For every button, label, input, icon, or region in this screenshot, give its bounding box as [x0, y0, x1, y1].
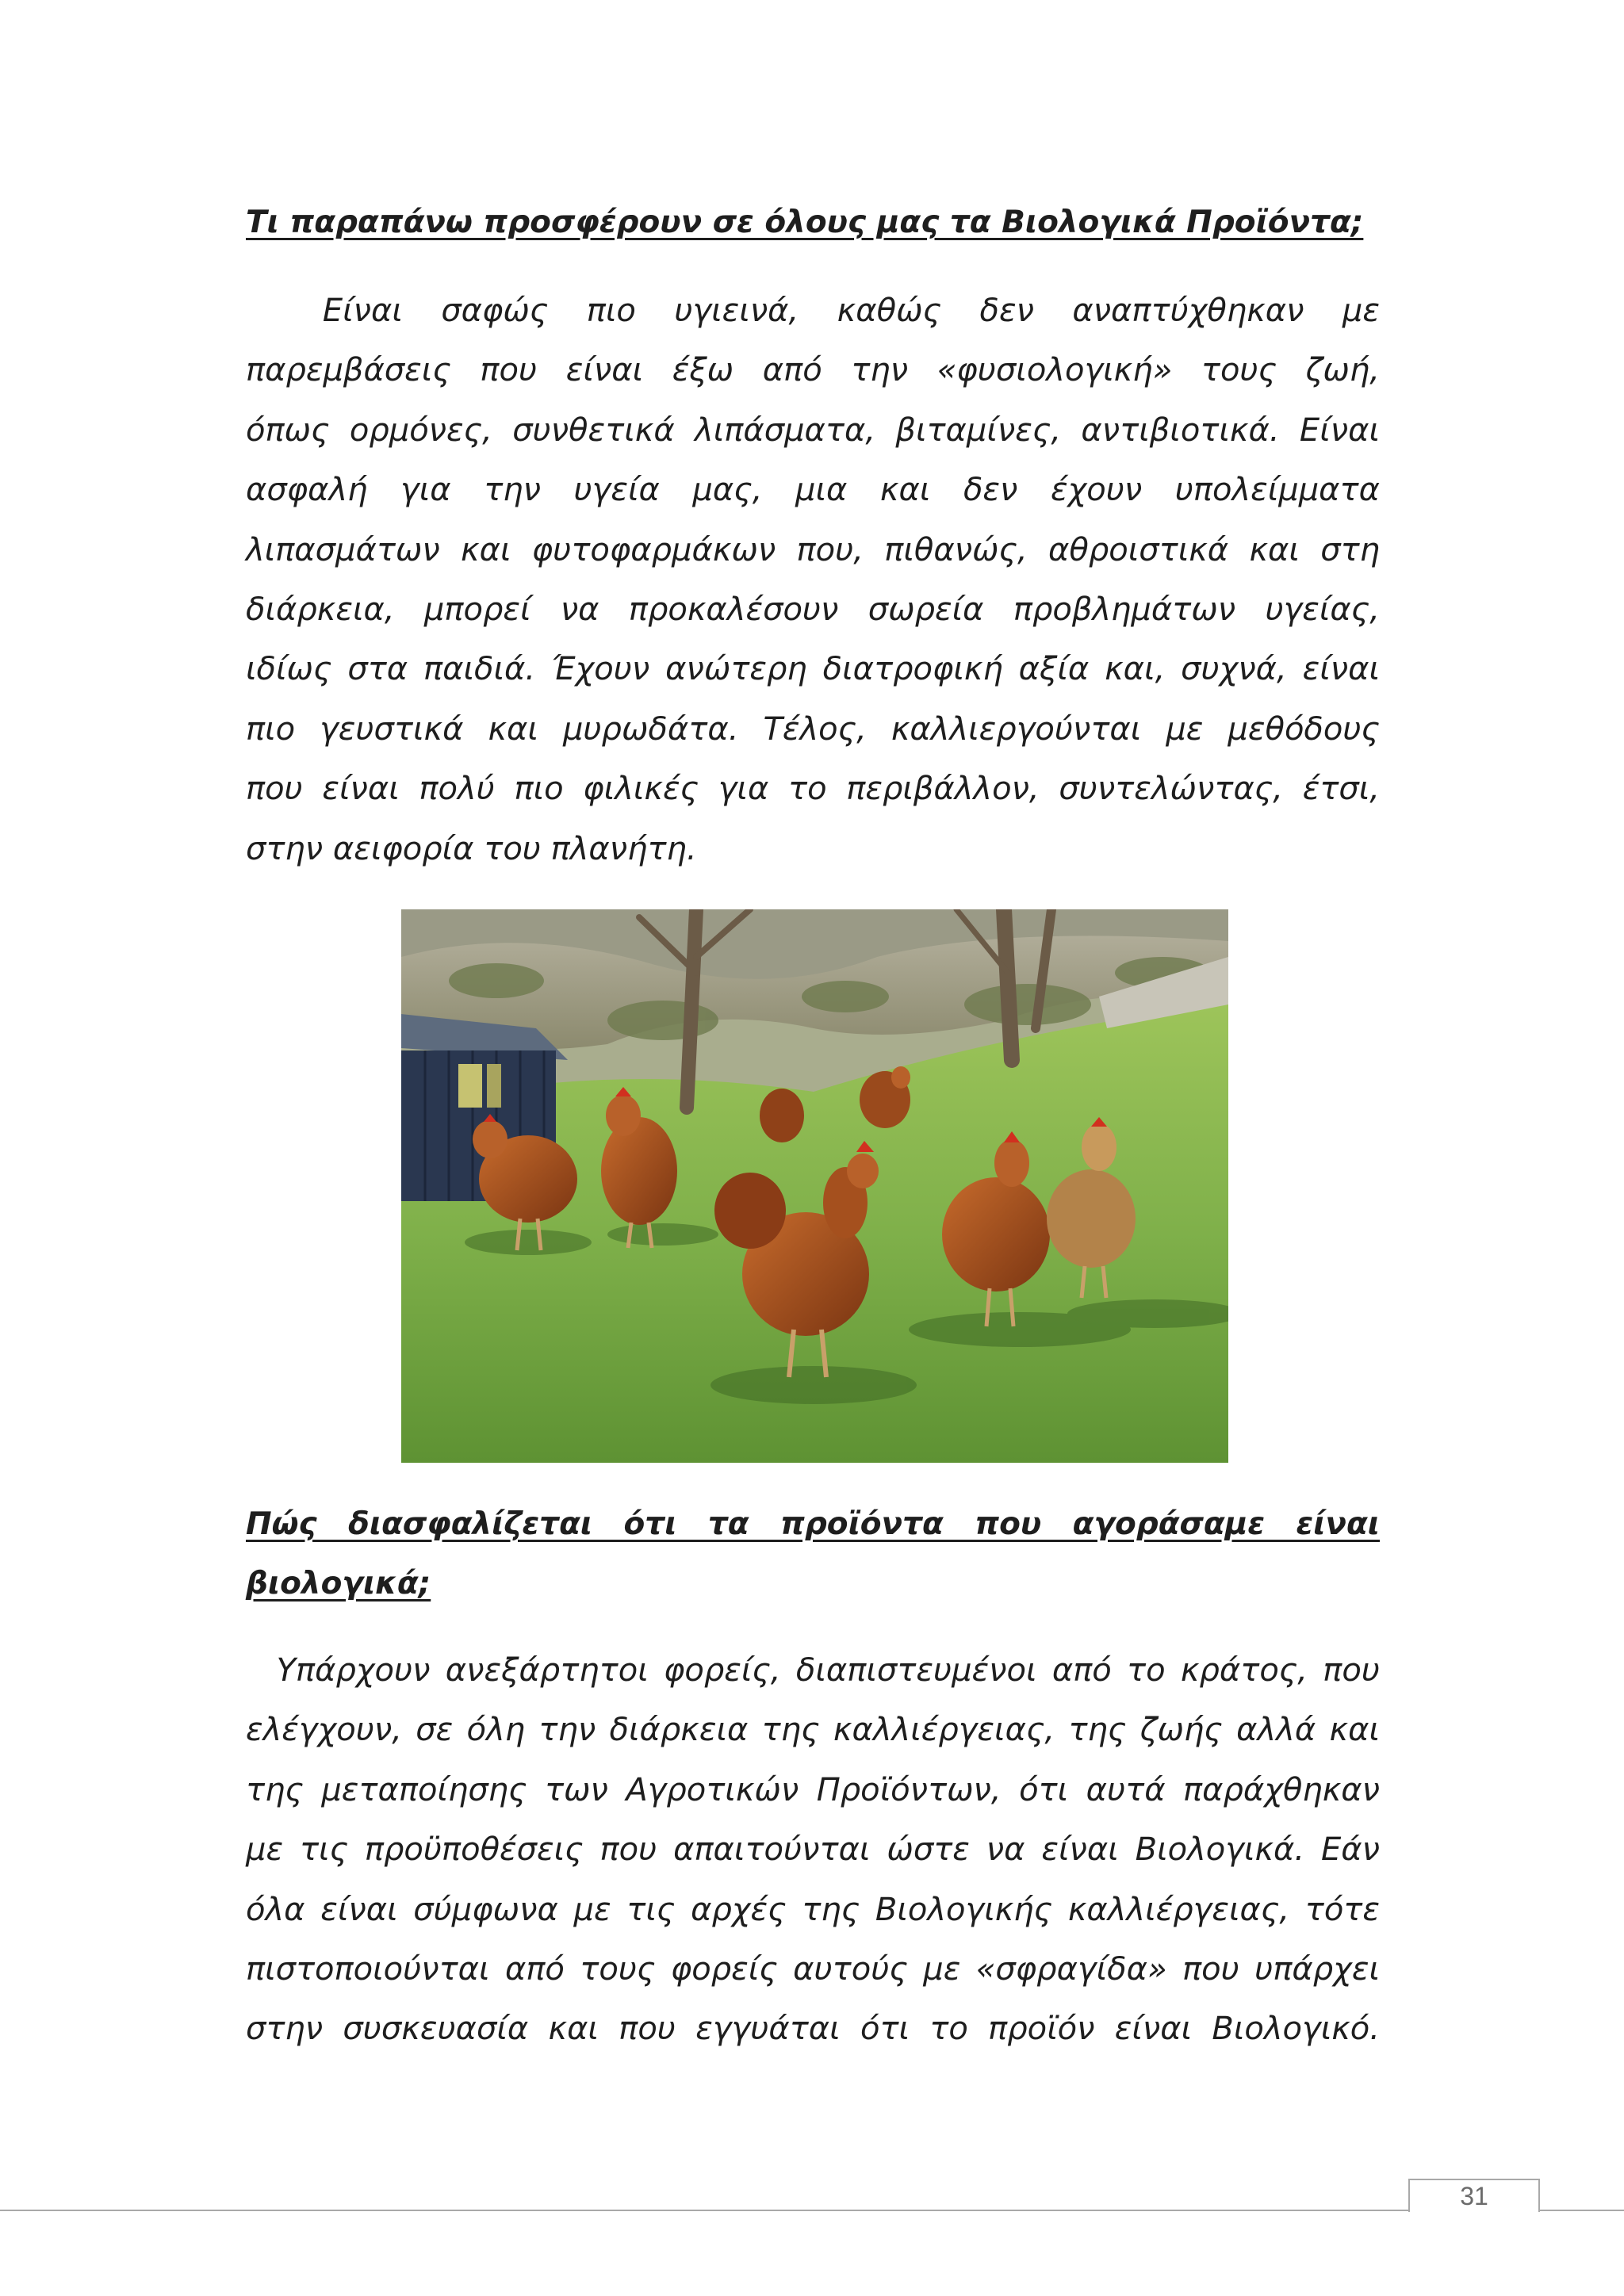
paragraph-certification — [246, 1641, 1380, 2060]
paragraph-benefits — [246, 281, 1380, 879]
text-line: που είναι πολύ πιο φιλικές για το περιβάλλον, συντελώντας, έτσι, — [246, 771, 1380, 808]
text-line: πιο γευστικά και μυρωδάτα. Τέλος, καλλιεργούνται με μεθόδους — [246, 710, 1380, 748]
text-line: διάρκεια, μπορεί να προκαλέσουν σωρεία προβλημάτων υγείας, — [246, 591, 1380, 629]
text-line: όλα είναι σύμφωνα με τις αρχές της Βιολογικής καλλιέργειας, τότε — [246, 1891, 1380, 1928]
text-line: με τις προϋποθέσεις που απαιτούνται ώστε να είναι Βιολογικά. Εάν — [246, 1831, 1380, 1869]
text-line: ελέγχουν, σε όλη την διάρκεια της καλλιέργειας, της ζωής αλλά και — [246, 1712, 1380, 1749]
text-line: ιδίως στα παιδιά. Έχουν ανώτερη διατροφική αξία και, συχνά, είναι — [246, 651, 1380, 688]
text-line: της μεταποίησης των Αγροτικών Προϊόντων, ότι αυτά παράχθηκαν — [246, 1771, 1380, 1808]
text-line: λιπασμάτων και φυτοφαρμάκων που, πιθανώς, αθροιστικά και στη — [246, 531, 1380, 568]
section-heading-benefits: Τι παραπάνω προσφέρουν σε όλους μας τα Βιολογικά Προϊόντα; — [246, 205, 1364, 240]
text-line: Είναι σαφώς πιο υγιεινά, καθώς δεν αναπτύχθηκαν με — [246, 293, 1380, 329]
free-range-hens-photo — [401, 909, 1228, 1463]
text-line: Υπάρχουν ανεξάρτητοι φορείς, διαπιστευμένοι από το κράτος, που — [246, 1652, 1380, 1689]
text-line: στην αειφορία του πλανήτη. — [246, 830, 697, 867]
text-line: πιστοποιούνται από τους φορείς αυτούς με «σφραγίδα» που υπάρχει — [246, 1951, 1380, 1988]
footer-rule — [0, 2210, 1624, 2211]
page-number: 31 — [1460, 2182, 1488, 2210]
text-line: ασφαλή για την υγεία μας, μια και δεν έχουν υπολείμματα — [246, 472, 1380, 509]
text-line: στην συσκευασία και που εγγυάται ότι το προϊόν είναι Βιολογικό. — [246, 2011, 1380, 2048]
text-line: όπως ορμόνες, συνθετικά λιπάσματα, βιταμίνες, αντιβιοτικά. Είναι — [246, 411, 1380, 449]
section-heading-certification: Πώς διασφαλίζεται ότι τα προϊόντα που αγοράσαμε είναι βιολογικά; — [246, 1506, 1380, 1601]
text-line: παρεμβάσεις που είναι έξω από την «φυσιολογική» τους ζωή, — [246, 352, 1380, 389]
